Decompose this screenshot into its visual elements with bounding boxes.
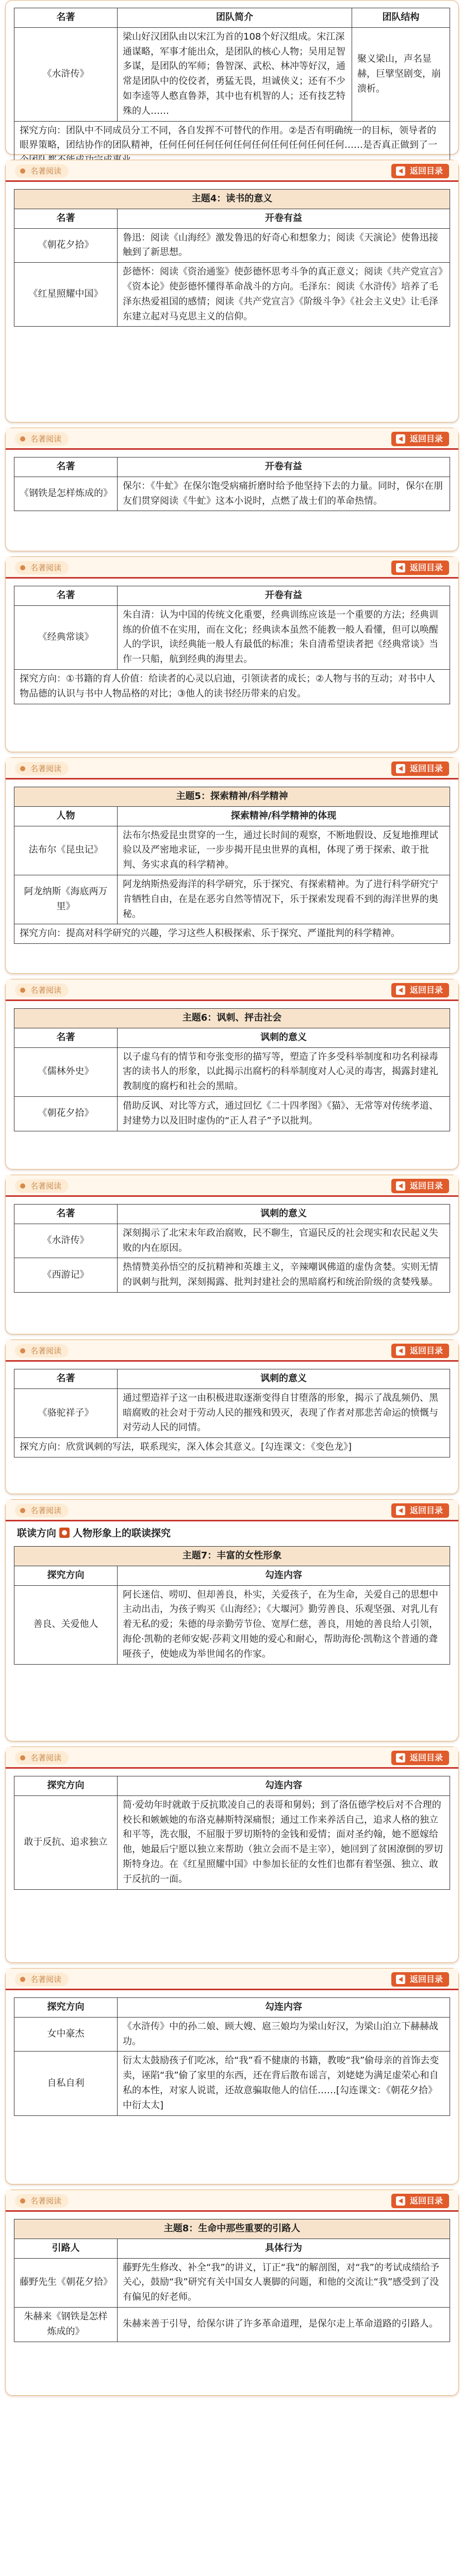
cell-text: 以子虚乌有的情节和夸张变形的描写等，塑造了许多受科举制度和功名利禄毒害的读书人的形象，以此揭示出腐朽的科举制度对人心灵的毒害，揭露封建礼教制度的腐朽和社会的黑暗。 <box>118 1047 450 1096</box>
cell-text: 藤野先生修改、补全“我”的讲义，订正“我”的解剖图，对“我”的考试成绩给予关心，鼓励“我”研究有关中国女人裹脚的问题，和他的交流让“我”感受到了没有偏见的好老师。 <box>118 2258 450 2307</box>
section-tag: 名著阅读 <box>15 164 69 178</box>
tag-dot-icon <box>20 565 25 570</box>
cell-text: 深刻揭示了北宋末年政治腐败，民不聊生，官逼民反的社会现实和农民起义失败的内在原因。 <box>118 1224 450 1258</box>
header-book: 名著 <box>14 586 118 606</box>
section-tag: 名著阅读 <box>15 1504 69 1517</box>
theme4-table <box>14 189 450 327</box>
theme-title: 主题6：讽刺、抨击社会 <box>14 1009 450 1028</box>
cell-text: 简·爱幼年时就敢于反抗欺凌自己的表哥和舅妈；到了洛伍德学校后对不合理的校长和嫉嫉她的布洛克赫斯特深痛恨；通过工作来养活自己，追求人格的独立和平等，洗衣服，不屈服于罗切斯特的金钱和爱情；面对圣约翰，她不愿嫁给他，她最后宁愿以独立来帮助（独立会而不是主宰），她回到了贫困潦倒的罗切斯特身边。在《红星照耀中国》中参加长征的女性们也都有着坚强、独立、敢于反抗的一面。 <box>118 1795 450 1889</box>
section-bullet-icon <box>59 1528 70 1538</box>
cell-text: 衍太太鼓励孩子们吃冰，给“我”看不健康的书籍，教唆“我”偷母亲的首饰去变卖，诬陷“我”偷了家里的东西，还在背后散布谣言，刘姥姥为满足虚荣心和自私的本性，对家人说谎，还故意骗取他人的信任……[勾连课文：《朝花夕拾》中衍太太] <box>118 2052 450 2115</box>
back-to-toc-button[interactable]: 返回目录 <box>391 432 449 446</box>
tag-dot-icon <box>20 1508 25 1513</box>
tag-dot-icon <box>20 436 25 442</box>
panel-independence <box>5 1747 459 1963</box>
header-meaning: 讽刺的意义 <box>118 1205 450 1224</box>
header-content: 勾连内容 <box>118 1566 450 1585</box>
header-guide: 引路人 <box>14 2239 118 2258</box>
cell-text: 鲁迅：阅读《山海经》激发鲁迅的好奇心和想象力；阅读《天演论》使鲁迅接触到了新思想。 <box>118 228 450 263</box>
cell-direction: 善良、关爱他人 <box>14 1585 118 1664</box>
panel-header <box>6 1747 458 1769</box>
panel-header <box>6 1969 458 1990</box>
header-spirit: 探索精神/科学精神的体现 <box>118 806 450 826</box>
back-arrow-icon <box>396 1181 405 1191</box>
header-structure: 团队结构 <box>352 8 450 28</box>
header-intro: 团队简介 <box>118 8 352 28</box>
tag-dot-icon <box>20 2198 25 2204</box>
back-to-toc-button[interactable]: 返回目录 <box>391 1179 449 1193</box>
cell-book: 《钢铁是怎样炼成的》 <box>14 477 118 511</box>
back-arrow-icon <box>396 2196 405 2206</box>
back-to-toc-button[interactable]: 返回目录 <box>391 2194 449 2208</box>
section-title: 联读方向 人物形象上的联读探究 <box>17 1528 171 1539</box>
panel-theme7 <box>5 1499 459 1741</box>
back-to-toc-button[interactable]: 返回目录 <box>391 1972 449 1987</box>
theme7-table <box>14 1546 450 1665</box>
cell-text: 通过塑造祥子这一由积极进取逐渐变得自甘堕落的形象，揭示了战乱频仍、黑暗腐败的社会对于劳动人民的摧残和毁灭，表现了作者对那悲苦命运的愤慨与对劳动人民的同情。 <box>118 1388 450 1437</box>
back-arrow-icon <box>396 434 405 444</box>
cell-direction: 自私自利 <box>14 2052 118 2115</box>
back-arrow-icon <box>396 1975 405 1984</box>
cell-text: 朱赫来善于引导，给保尔讲了许多革命道理，是保尔走上革命道路的引路人。 <box>118 2307 450 2342</box>
cell-text: 阿龙纳斯热爱海洋的科学研究，乐于探究、有探索精神。为了进行科学研究宁肯牺牲自由，在是在恶劣自然等情况下，乐于探索发现看不到的海洋世界的奥秘。 <box>118 875 450 924</box>
cell-direction: 敢于反抗、追求独立 <box>14 1795 118 1889</box>
header-content: 勾连内容 <box>118 1998 450 2018</box>
cell-book: 《水浒传》 <box>14 27 118 121</box>
cell-explore: 探究方向：欣赏讽刺的写法，联系现实，深入体会其意义。[勾连课文：《变色龙》] <box>14 1438 450 1458</box>
back-arrow-icon <box>396 764 405 773</box>
panel-header <box>6 758 458 779</box>
cell-text: 保尔：《牛虻》在保尔饱受病痛折磨时给予他坚持下去的力量。同时，保尔在朋友们贯穿阅读《牛虻》这本小说时，点燃了战士们的革命热情。 <box>118 477 450 511</box>
panel-theme6 <box>5 979 459 1170</box>
panel-header <box>6 979 458 1001</box>
independence-table <box>14 1776 450 1890</box>
theme-title: 主题4：读书的意义 <box>14 190 450 209</box>
section-tag: 名著阅读 <box>15 1179 69 1193</box>
cell-book: 《朝花夕拾》 <box>14 228 118 263</box>
back-to-toc-button[interactable]: 返回目录 <box>391 983 449 997</box>
team-table <box>14 8 450 171</box>
header-book: 名著 <box>14 1028 118 1047</box>
panel-camel <box>5 1340 459 1494</box>
panel-header <box>6 557 458 579</box>
cell-book: 《朝花夕拾》 <box>14 1096 118 1131</box>
section-tag: 名著阅读 <box>15 762 69 775</box>
back-to-toc-button[interactable]: 返回目录 <box>391 761 449 776</box>
theme6-table <box>14 1008 450 1131</box>
cell-text: 热情赞美孙悟空的反抗精神和英雄主义，辛辣嘲讽佛道的虚伪贪婪。实则无情的讽刺与批判，深刻揭露、批判封建社会的黑暗腐朽和统治阶级的贪婪残暴。 <box>118 1258 450 1293</box>
section-tag: 名著阅读 <box>15 984 69 997</box>
tag-dot-icon <box>20 1183 25 1189</box>
cell-book: 《骆驼祥子》 <box>14 1388 118 1437</box>
panel-satire-2 <box>5 1175 459 1334</box>
cell-guide: 藤野先生《朝花夕拾》 <box>14 2258 118 2307</box>
header-book: 名著 <box>14 457 118 477</box>
back-to-toc-button[interactable]: 返回目录 <box>391 1503 449 1518</box>
cell-structure: 聚义梁山，声名显赫，巨擘坚剧变，崩溃析。 <box>352 27 450 121</box>
cell-book: 《水浒传》 <box>14 1224 118 1258</box>
header-direction: 探究方向 <box>14 1998 118 2018</box>
header-benefit: 开卷有益 <box>118 586 450 606</box>
cell-book: 《儒林外史》 <box>14 1047 118 1096</box>
section-tag: 名著阅读 <box>15 1344 69 1358</box>
section-tag: 名著阅读 <box>15 432 69 446</box>
header-book: 名著 <box>14 8 118 28</box>
back-to-toc-button[interactable]: 返回目录 <box>391 1344 449 1358</box>
tag-dot-icon <box>20 766 25 771</box>
cell-explore: 探究方向：提高对科学研究的兴趣，学习这些人积极探索、乐于探究、严谨批判的科学精神。 <box>14 924 450 944</box>
classics-table <box>14 586 450 704</box>
theme-title: 主题7：丰富的女性形象 <box>14 1547 450 1566</box>
cell-person: 阿龙纳斯《海底两万里》 <box>14 875 118 924</box>
cell-book: 《西游记》 <box>14 1258 118 1293</box>
back-arrow-icon <box>396 166 405 176</box>
back-arrow-icon <box>396 1753 405 1762</box>
header-book: 名著 <box>14 209 118 228</box>
section-tag: 名著阅读 <box>15 2194 69 2208</box>
cell-explore: 探究方向：①书籍的育人价值：给读者的心灵以启迪，引领读者的成长；②人物与书的互动；对书中人物品德的认识与书中人物品格的对比；③他人的读书经历带来的启发。 <box>14 669 450 704</box>
header-benefit: 开卷有益 <box>118 209 450 228</box>
header-direction: 探究方向 <box>14 1776 118 1796</box>
panel-header <box>6 1500 458 1521</box>
back-to-toc-button[interactable]: 返回目录 <box>391 561 449 575</box>
header-action: 具体行为 <box>118 2239 450 2258</box>
cell-text: 朱自清：认为中国的传统文化重要，经典训练应该是一个重要的方法；经典训练的价值不在实用，而在文化；经典读本虽然不能教一般人看懂，但可以唤醒人的学识，读经典能一般人有最低的标准；朱自清希望读者把《经典常谈》当作一只船，航到经典的海里去。 <box>118 605 450 669</box>
cell-text: 《水浒传》中的孙二娘、顾大嫂、扈三娘均为梁山好汉，为梁山泊立下赫赫战功。 <box>118 2017 450 2052</box>
panel-header <box>6 428 458 450</box>
panel-header <box>6 1175 458 1197</box>
cell-intro: 梁山好汉团队由以宋江为首的108个好汉组成。宋江深通谋略，军事才能出众，是团队的核心人物；吴用足智多谋，是团队的军师；鲁智深、武松、林冲等好汉，通常是团队中的佼佼者，勇猛无畏，坦诚侠义；还有不少如李逵等人憨直鲁莽，其中也有机智的人；还有技艺特殊的人…… <box>118 27 352 121</box>
header-benefit: 开卷有益 <box>118 457 450 477</box>
theme-title: 主题8：生命中那些重要的引路人 <box>14 2219 450 2239</box>
cell-text: 阿长迷信、唠叨、但却善良，朴实，关爱孩子，在为生命，关爱自己的思想中主动出击，为孩子购买《山海经》；《大堰河》勤劳善良、乐观坚强、对乳儿有着无私的爱；朱德的母亲勤劳节俭、宽厚仁慈，善良，用她的善良给人引领，海伦·凯勒的老师安妮·莎莉文用她的爱心和耐心，帮助海伦·凯勒这个普通的聋哑孩子，使她成为举世闻名的作家。 <box>118 1585 450 1664</box>
cell-text: 法布尔热爱昆虫贯穿的一生，通过长时间的观察，不断地假设、反复地推理试验以及严密地求证，一步步揭开昆虫世界的真相，体现了勇于探索、敢于批判、务实求真的科学精神。 <box>118 826 450 875</box>
back-to-toc-button[interactable]: 返回目录 <box>391 164 449 178</box>
header-book: 名著 <box>14 1205 118 1224</box>
panel-header <box>6 2190 458 2212</box>
satire2-table <box>14 1204 450 1293</box>
back-arrow-icon <box>396 1506 405 1515</box>
section-tag: 名著阅读 <box>15 1973 69 1986</box>
cell-text: 彭德怀：阅读《资治通鉴》使彭德怀思考斗争的真正意义；阅读《共产党宣言》《资本论》使彭德怀懂得革命战斗的方向。毛泽东：阅读《水浒传》培养了毛泽东热爱祖国的感情；阅读《共产党宣言》《阶级斗争》《社会主义史》让毛泽东建立起对马克思主义的信仰。 <box>118 263 450 327</box>
back-arrow-icon <box>396 1346 405 1355</box>
tag-dot-icon <box>20 1755 25 1760</box>
cell-person: 法布尔《昆虫记》 <box>14 826 118 875</box>
panel-women-2 <box>5 1968 459 2184</box>
cell-book: 《红星照耀中国》 <box>14 263 118 327</box>
panel-steel <box>5 428 459 551</box>
panel-team <box>5 0 459 155</box>
cell-explore: 探究方向：团队中不同成员分工不同，各自发挥不可替代的作用。②是否有明确统一的目标，领导者的眼界策略，团结协作的团队精神，任何任何任何任何任何任何任何任何任何任何……是否真正做到了一 <box>14 121 450 170</box>
header-meaning: 讽刺的意义 <box>118 1369 450 1389</box>
section-tag: 名著阅读 <box>15 1751 69 1765</box>
back-arrow-icon <box>396 986 405 995</box>
theme8-table <box>14 2219 450 2342</box>
tag-dot-icon <box>20 168 25 174</box>
cell-direction: 女中豪杰 <box>14 2017 118 2052</box>
cell-text: 借助反讽、对比等方式，通过回忆《二十四孝图》《猫》、无常等对传统孝道、封建势力以及旧时虚伪的“正人君子”予以批判。 <box>118 1096 450 1131</box>
panel-classics <box>5 556 459 752</box>
back-arrow-icon <box>396 563 405 572</box>
header-meaning: 讽刺的意义 <box>118 1028 450 1047</box>
theme-title: 主题5：探索精神/科学精神 <box>14 787 450 807</box>
cell-guide: 朱赫来《钢铁是怎样炼成的》 <box>14 2307 118 2342</box>
header-person: 人物 <box>14 806 118 826</box>
header-direction: 探究方向 <box>14 1566 118 1585</box>
tag-dot-icon <box>20 1348 25 1353</box>
back-to-toc-button[interactable]: 返回目录 <box>391 1751 449 1765</box>
panel-theme4 <box>5 160 459 422</box>
cell-book: 《经典常谈》 <box>14 605 118 669</box>
panel-theme8 <box>5 2190 459 2396</box>
panel-header <box>6 1340 458 1362</box>
panel-header <box>6 160 458 182</box>
header-book: 名著 <box>14 1369 118 1389</box>
tag-dot-icon <box>20 1977 25 1982</box>
women2-table <box>14 1997 450 2116</box>
tag-dot-icon <box>20 988 25 993</box>
theme5-table <box>14 787 450 944</box>
camel-table <box>14 1369 450 1458</box>
section-tag: 名著阅读 <box>15 561 69 574</box>
steel-table <box>14 457 450 511</box>
header-content: 勾连内容 <box>118 1776 450 1796</box>
panel-theme5 <box>5 757 459 974</box>
